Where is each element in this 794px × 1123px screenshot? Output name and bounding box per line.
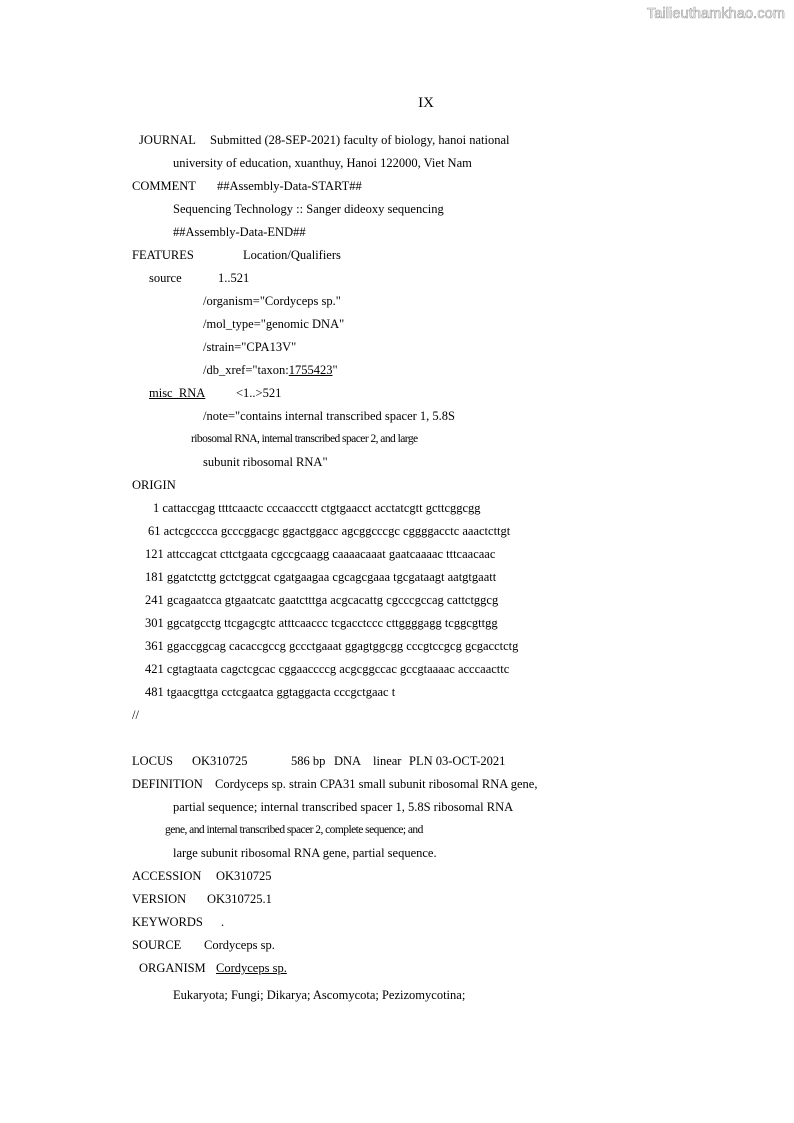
locus-name: OK310725 xyxy=(192,754,248,768)
sequence-line: 61 actcgcccca gcccggacgc ggactggacc agcggcccgc cggggacctc aaactcttgt xyxy=(148,524,511,538)
qualifier-strain: /strain="CPA13V" xyxy=(203,340,297,354)
accession-value: OK310725 xyxy=(216,869,272,883)
definition-line-2: partial sequence; internal transcribed spacer 1, 5.8S ribosomal RNA xyxy=(173,800,514,814)
sequence-line: 181 ggatctcttg gctctggcat cgatgaagaa cgcagcgaaa tgcgataagt aatgtgaatt xyxy=(145,570,497,584)
sequence-line: 361 ggaccggcag cacaccgccg gccctgaaat ggagtggcgg cccgtccgcg gcgacctctg xyxy=(145,639,519,653)
journal-label: JOURNAL xyxy=(139,133,196,147)
organism-link[interactable]: Cordyceps sp. xyxy=(216,961,287,975)
comment-technology: Sequencing Technology :: Sanger dideoxy sequencing xyxy=(173,202,444,216)
watermark-text: Tailieuthamkhao.com xyxy=(646,6,785,22)
locus-length: 586 bp xyxy=(291,754,326,768)
page-number: IX xyxy=(418,95,434,111)
journal-text: Submitted (28-SEP-2021) faculty of biology, hanoi national xyxy=(210,133,510,147)
db-xref-prefix: /db_xref="taxon: xyxy=(203,363,289,377)
lineage-line: Eukaryota; Fungi; Dikarya; Ascomycota; Pezizomycotina; xyxy=(173,988,466,1002)
sequence-line: 1 cattaccgag ttttcaactc cccaaccctt ctgtgaacct acctatcgtt gcttcggcgg xyxy=(153,501,481,515)
comment-label: COMMENT xyxy=(132,179,196,193)
origin-label: ORIGIN xyxy=(132,478,176,492)
journal-text-continued: university of education, xuanthuy, Hanoi 122000, Viet Nam xyxy=(173,156,472,170)
source-value: Cordyceps sp. xyxy=(204,938,275,952)
locus-label: LOCUS xyxy=(132,754,173,768)
version-label: VERSION xyxy=(132,892,187,906)
version-value: OK310725.1 xyxy=(207,892,272,906)
sequence-line: 481 tgaacgttga cctcgaatca ggtaggacta cccgctgaac t xyxy=(145,685,396,699)
definition-line-1: Cordyceps sp. strain CPA31 small subunit ribosomal RNA gene, xyxy=(215,777,538,791)
qualifier-db-xref xyxy=(203,362,338,378)
definition-label: DEFINITION xyxy=(132,777,203,791)
accession-label: ACCESSION xyxy=(132,869,202,883)
comment-start: ##Assembly-Data-START## xyxy=(217,179,362,193)
qualifier-mol-type: /mol_type="genomic DNA" xyxy=(203,317,345,331)
features-label: FEATURES xyxy=(132,248,194,262)
organism-label: ORGANISM xyxy=(139,961,206,975)
qualifier-organism: /organism="Cordyceps sp." xyxy=(203,294,341,308)
sequence-line: 301 ggcatgcctg ttcgagcgtc atttcaaccc tcgacctccc cttggggagg tcggcgttgg xyxy=(145,616,498,630)
source-location: 1..521 xyxy=(218,271,250,285)
sequence-line: 121 attccagcat cttctgaata cgccgcaagg caaaacaaat gaatcaaaac tttcaacaac xyxy=(145,547,496,561)
features-header: Location/Qualifiers xyxy=(243,248,341,262)
sequence-line: 241 gcagaatcca gtgaatcatc gaatctttga acgcacattg cgcccgccag cattctggcg xyxy=(145,593,499,607)
db-xref-suffix: " xyxy=(332,363,338,377)
source-feature-key: source xyxy=(149,271,182,285)
comment-end: ##Assembly-Data-END## xyxy=(173,225,306,239)
misc-rna-link[interactable]: misc_RNA xyxy=(149,386,206,400)
locus-topology: linear xyxy=(373,754,402,768)
locus-division-date: PLN 03-OCT-2021 xyxy=(409,754,506,768)
taxon-link[interactable]: 1755423 xyxy=(288,363,333,377)
keywords-label: KEYWORDS xyxy=(132,915,203,929)
keywords-value: . xyxy=(221,915,225,929)
note-line-3: subunit ribosomal RNA" xyxy=(203,455,328,469)
locus-molecule-type: DNA xyxy=(334,754,362,768)
note-line-1: /note="contains internal transcribed spacer 1, 5.8S xyxy=(203,409,456,423)
definition-line-3: gene, and internal transcribed spacer 2, complete sequence; and xyxy=(165,824,423,836)
note-line-2: ribosomal RNA, internal transcribed spacer 2, and large xyxy=(191,433,418,445)
source-label: SOURCE xyxy=(132,938,182,952)
record-end-marker: // xyxy=(132,708,139,722)
sequence-line: 421 cgtagtaata cagctcgcac cggaaccccg acgcggccac gccgtaaaac acccaacttc xyxy=(145,662,510,676)
misc-rna-location: <1..>521 xyxy=(236,386,282,400)
definition-line-4: large subunit ribosomal RNA gene, partial sequence. xyxy=(173,846,437,860)
